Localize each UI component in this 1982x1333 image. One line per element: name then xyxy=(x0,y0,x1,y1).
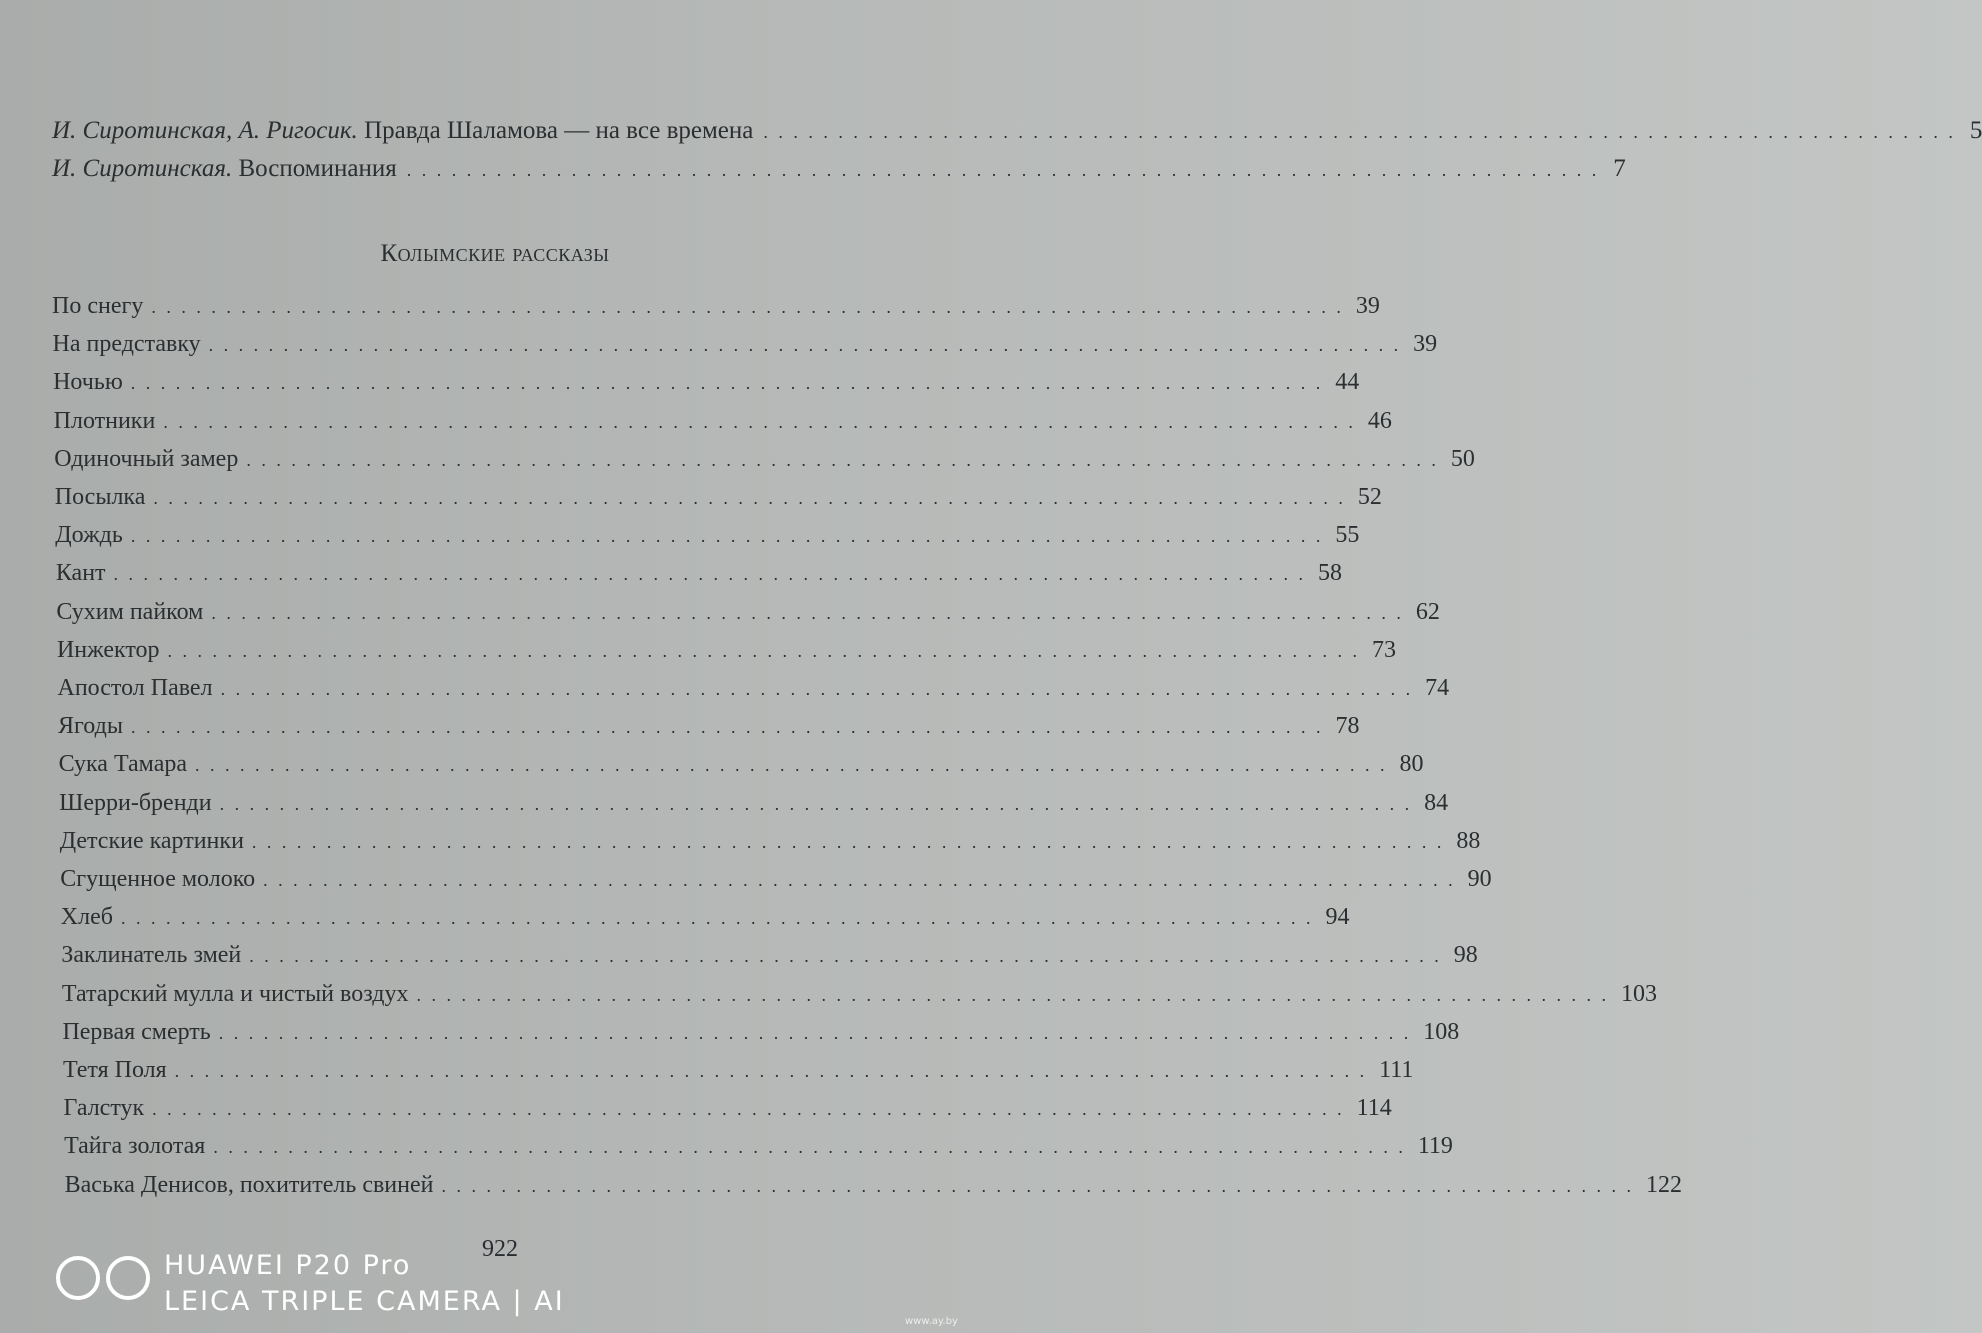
entry-page: 94 xyxy=(1325,904,1350,931)
toc-entry xyxy=(61,942,1478,978)
toc-entry xyxy=(64,1171,1682,1208)
entry-title: Ягоды xyxy=(58,713,123,740)
entry-title: Сгущенное молоко xyxy=(60,866,256,892)
leader-dots: . . . . . . . . . . . . . . . . . . . . . . . . . . . . . . . . . . . . . . . . . . . . . . . . . . . . . . . . . . . . . . . . . . . . . . . . . . . . . . . . xyxy=(220,679,1414,699)
entry-page: 111 xyxy=(1379,1057,1414,1083)
entry-title: Дождь xyxy=(55,522,123,549)
entry-page: 88 xyxy=(1456,827,1481,854)
leader-dots: . . . . . . . . . . . . . . . . . . . . . . . . . . . . . . . . . . . . . . . . . . . . . . . . . . . . . . . . . . . . . . . . . . . . . . . . . . . . . . . . xyxy=(152,1099,1345,1120)
leader-dots: . . . . . . . . . . . . . . . . . . . . . . . . . . . . . . . . . . . . . . . . . . . . . . . . . . . . . . . . . . . . . . . . . . . . . . . . . . . . . . . . xyxy=(113,564,1307,585)
entry-page: 5 xyxy=(1969,117,1982,144)
lens-circles-icon xyxy=(52,1253,162,1303)
toc-entry xyxy=(53,369,1360,405)
entry-page: 73 xyxy=(1372,636,1397,663)
intro-entry xyxy=(52,117,1982,151)
leader-dots: . . . . . . . . . . . . . . . . . . . . . . . . . . . . . . . . . . . . . . . . . . . . . . . . . . . . . . . . . . . . . . . . . . . . . . . . . . . . . . . . xyxy=(130,717,1324,738)
leader-dots: . . . . . . . . . . . . . . . . . . . . . . . . . . . . . . . . . . . . . . . . . . . . . . . . . . . . . . . . . . . . . . . . . . . . . . . . . . . . . . . . xyxy=(416,984,1609,1005)
entry-title: Хлеб xyxy=(60,904,113,931)
leader-dots: . . . . . . . . . . . . . . . . . . . . . . . . . . . . . . . . . . . . . . . . . . . . . . . . . . . . . . . . . . . . . . . . . . . . . . . . . . . . . . . . xyxy=(263,870,1456,890)
leader-dots: . . . . . . . . . . . . . . . . . . . . . . . . . . . . . . . . . . . . . . . . . . . . . . . . . . . . . . . . . . . . . . . . . . . . . . . . . . . . . . . . xyxy=(174,1061,1368,1081)
entry-page: 39 xyxy=(1355,293,1380,319)
toc-entry xyxy=(52,331,1438,367)
leader-dots: . . . . . . . . . . . . . . . . . . . . . . . . . . . . . . . . . . . . . . . . . . . . . . . . . . . . . . . . . . . . . . . . . . . . . . . . . . . . . . . . xyxy=(406,160,1600,180)
entry-title: Апостол Павел xyxy=(57,675,213,701)
leader-dots: . . . . . . . . . . . . . . . . . . . . . . . . . . . . . . . . . . . . . . . . . . . . . . . . . . . . . . . . . . . . . . . . . . . . . . . . . . . . . . . . xyxy=(763,122,1956,142)
entry-page: 62 xyxy=(1415,598,1440,625)
toc-entry xyxy=(55,522,1360,558)
leader-dots: . . . . . . . . . . . . . . . . . . . . . . . . . . . . . . . . . . . . . . . . . . . . . . . . . . . . . . . . . . . . . . . . . . . . . . . . . . . . . . . . xyxy=(120,908,1314,929)
leader-dots: . . . . . . . . . . . . . . . . . . . . . . . . . . . . . . . . . . . . . . . . . . . . . . . . . . . . . . . . . . . . . . . . . . . . . . . . . . . . . . . . xyxy=(213,1137,1406,1158)
leader-dots: . . . . . . . . . . . . . . . . . . . . . . . . . . . . . . . . . . . . . . . . . . . . . . . . . . . . . . . . . . . . . . . . . . . . . . . . . . . . . . . . xyxy=(151,297,1344,317)
leader-dots: . . . . . . . . . . . . . . . . . . . . . . . . . . . . . . . . . . . . . . . . . . . . . . . . . . . . . . . . . . . . . . . . . . . . . . . . . . . . . . . . xyxy=(218,1022,1412,1043)
entry-page: 90 xyxy=(1467,866,1492,892)
entry-title: Сука Тамара xyxy=(58,751,187,778)
entry-title: Плотники xyxy=(53,407,156,434)
toc-entry xyxy=(54,445,1475,482)
entry-page: 108 xyxy=(1423,1018,1460,1045)
entry-title: Сухим пайком xyxy=(56,598,204,625)
entry-page: 52 xyxy=(1357,484,1382,510)
toc-entry xyxy=(57,675,1450,711)
watermark-model: HUAWEI P20 Pro xyxy=(164,1250,412,1281)
toc-entry xyxy=(55,560,1343,596)
entry-title: По снегу xyxy=(52,293,144,319)
show-through-text xyxy=(0,0,1000,110)
entry-title: Правда Шаламова — на все времена xyxy=(357,117,754,144)
entry-title: Галстук xyxy=(63,1095,145,1122)
toc-entry xyxy=(53,407,1392,444)
entry-title: Шерри-бренди xyxy=(59,789,212,816)
toc-entry xyxy=(56,598,1440,635)
entry-title: Детские картинки xyxy=(59,827,244,854)
entry-page: 50 xyxy=(1450,445,1475,472)
leader-dots: . . . . . . . . . . . . . . . . . . . . . . . . . . . . . . . . . . . . . . . . . . . . . . . . . . . . . . . . . . . . . . . . . . . . . . . . . . . . . . . . xyxy=(219,793,1413,814)
leader-dots: . . . . . . . . . . . . . . . . . . . . . . . . . . . . . . . . . . . . . . . . . . . . . . . . . . . . . . . . . . . . . . . . . . . . . . . . . . . . . . . . xyxy=(130,526,1324,547)
entry-title: Одиночный замер xyxy=(54,445,239,472)
entry-page: 114 xyxy=(1356,1095,1392,1122)
toc-entry xyxy=(60,866,1492,902)
toc-entry xyxy=(59,827,1481,864)
entry-title: Тайга золотая xyxy=(64,1133,206,1160)
entry-page: 119 xyxy=(1417,1133,1453,1160)
section-title: Колымские рассказы xyxy=(380,240,610,267)
entry-title: Инжектор xyxy=(56,636,160,663)
page-number: 922 xyxy=(482,1236,518,1262)
leader-dots: . . . . . . . . . . . . . . . . . . . . . . . . . . . . . . . . . . . . . . . . . . . . . . . . . . . . . . . . . . . . . . . . . . . . . . . . . . . . . . . . xyxy=(249,946,1442,967)
entry-title: Васька Денисов, похититель свиней xyxy=(64,1171,434,1198)
entry-title: Ночью xyxy=(53,369,123,396)
leader-dots: . . . . . . . . . . . . . . . . . . . . . . . . . . . . . . . . . . . . . . . . . . . . . . . . . . . . . . . . . . . . . . . . . . . . . . . . . . . . . . . . xyxy=(163,411,1356,432)
entry-page: 98 xyxy=(1453,942,1478,969)
leader-dots: . . . . . . . . . . . . . . . . . . . . . . . . . . . . . . . . . . . . . . . . . . . . . . . . . . . . . . . . . . . . . . . . . . . . . . . . . . . . . . . . xyxy=(211,602,1404,623)
entry-authors: И. Сиротинская, А. Ригосик. xyxy=(52,117,358,144)
entry-authors: И. Сиротинская. xyxy=(52,155,233,182)
leader-dots: . . . . . . . . . . . . . . . . . . . . . . . . . . . . . . . . . . . . . . . . . . . . . . . . . . . . . . . . . . . . . . . . . . . . . . . . . . . . . . . . xyxy=(208,335,1402,356)
leader-dots: . . . . . . . . . . . . . . . . . . . . . . . . . . . . . . . . . . . . . . . . . . . . . . . . . . . . . . . . . . . . . . . . . . . . . . . . . . . . . . . . xyxy=(153,488,1346,508)
site-mark: www.ay.by xyxy=(905,1316,958,1327)
leader-dots: . . . . . . . . . . . . . . . . . . . . . . . . . . . . . . . . . . . . . . . . . . . . . . . . . . . . . . . . . . . . . . . . . . . . . . . . . . . . . . . . xyxy=(441,1175,1634,1196)
watermark-camera: LEICA TRIPLE CAMERA | AI xyxy=(164,1286,565,1317)
intro-entry xyxy=(52,155,1626,189)
entry-page: 55 xyxy=(1335,522,1360,549)
toc-entry xyxy=(56,636,1397,673)
entry-page: 74 xyxy=(1425,675,1450,701)
entry-page: 84 xyxy=(1424,789,1449,816)
toc-entry xyxy=(60,904,1350,940)
toc-entry xyxy=(61,980,1657,1017)
toc-entry xyxy=(63,1057,1414,1093)
entry-page: 122 xyxy=(1646,1171,1682,1198)
entry-page: 39 xyxy=(1413,331,1438,358)
entry-title: Татарский мулла и чистый воздух xyxy=(61,980,409,1007)
entry-page: 7 xyxy=(1613,155,1626,182)
leader-dots: . . . . . . . . . . . . . . . . . . . . . . . . . . . . . . . . . . . . . . . . . . . . . . . . . . . . . . . . . . . . . . . . . . . . . . . . . . . . . . . . xyxy=(130,373,1324,394)
toc-entry xyxy=(59,789,1449,826)
entry-page: 103 xyxy=(1620,980,1657,1007)
entry-page: 44 xyxy=(1335,369,1360,396)
toc-entry xyxy=(58,713,1360,749)
entry-title: На представку xyxy=(52,331,201,358)
entry-title: Воспоминания xyxy=(232,155,397,182)
toc-entry xyxy=(64,1133,1453,1169)
toc-entry xyxy=(63,1095,1392,1131)
entry-title: Кант xyxy=(55,560,106,587)
entry-title: Тетя Поля xyxy=(63,1057,167,1083)
toc-entry xyxy=(62,1018,1460,1055)
leader-dots: . . . . . . . . . . . . . . . . . . . . . . . . . . . . . . . . . . . . . . . . . . . . . . . . . . . . . . . . . . . . . . . . . . . . . . . . . . . . . . . . xyxy=(167,640,1361,661)
leader-dots: . . . . . . . . . . . . . . . . . . . . . . . . . . . . . . . . . . . . . . . . . . . . . . . . . . . . . . . . . . . . . . . . . . . . . . . . . . . . . . . . xyxy=(246,449,1439,470)
toc-entry xyxy=(52,293,1380,329)
entry-title: Заклинатель змей xyxy=(61,942,242,969)
leader-dots: . . . . . . . . . . . . . . . . . . . . . . . . . . . . . . . . . . . . . . . . . . . . . . . . . . . . . . . . . . . . . . . . . . . . . . . . . . . . . . . . xyxy=(251,831,1445,852)
entry-page: 78 xyxy=(1335,713,1360,740)
toc-entry xyxy=(54,484,1382,520)
toc-entry xyxy=(58,751,1424,787)
leader-dots: . . . . . . . . . . . . . . . . . . . . . . . . . . . . . . . . . . . . . . . . . . . . . . . . . . . . . . . . . . . . . . . . . . . . . . . . . . . . . . . . xyxy=(195,755,1388,776)
entry-page: 80 xyxy=(1399,751,1424,778)
entry-title: Первая смерть xyxy=(62,1018,211,1045)
entry-title: Посылка xyxy=(54,484,146,510)
entry-page: 46 xyxy=(1367,407,1392,434)
entry-page: 58 xyxy=(1318,560,1343,587)
